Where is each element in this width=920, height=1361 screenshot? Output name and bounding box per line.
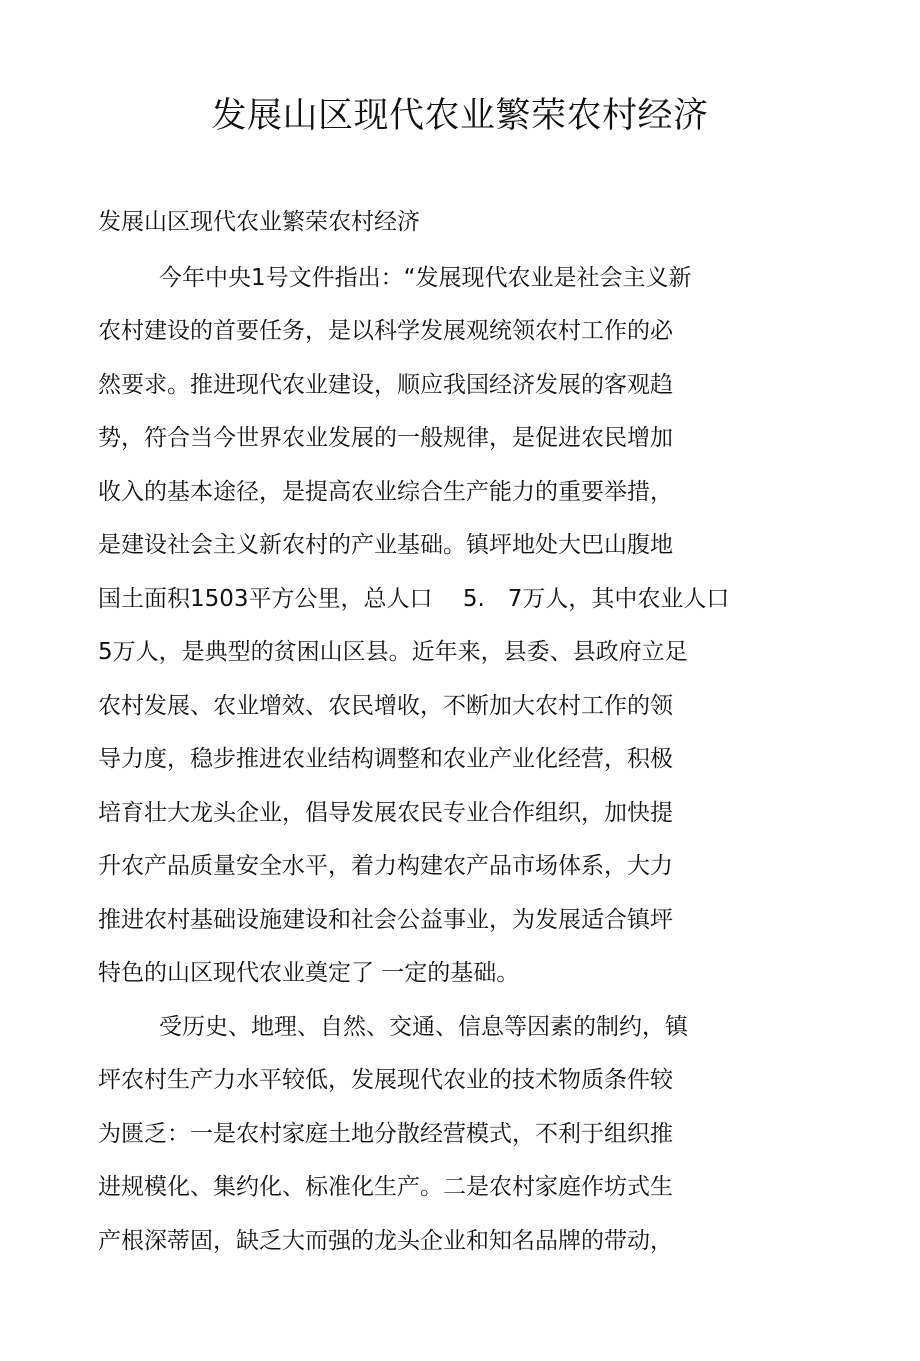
paragraph-line: 农村建设的首要任务，是以科学发展观统领农村工作的必 bbox=[98, 318, 673, 344]
paragraph-line: 产根深蒂固，缺乏大而强的龙头企业和知名品牌的带动， bbox=[98, 1228, 673, 1254]
paragraph-line: 然要求。推进现代农业建设，顺应我国经济发展的客观趋 bbox=[98, 372, 673, 398]
paragraph-line: 国土面积1503平方公里，总人口 5. 7万人，其中农业人口 bbox=[98, 586, 730, 612]
paragraph-line: 坪农村生产力水平较低，发展现代农业的技术物质条件较 bbox=[98, 1067, 673, 1093]
paragraph-line: 进规模化、集约化、标准化生产。二是农村家庭作坊式生 bbox=[98, 1174, 673, 1200]
paragraph-line: 今年中央1号文件指出：“发展现代农业是社会主义新 bbox=[159, 265, 692, 291]
paragraph-line: 导力度，稳步推进农业结构调整和农业产业化经营，积极 bbox=[98, 746, 673, 772]
paragraph-line: 5万人，是典型的贫困山区县。近年来，县委、县政府立足 bbox=[98, 639, 688, 665]
paragraph-line: 为匮乏：一是农村家庭土地分散经营模式，不利于组织推 bbox=[98, 1121, 673, 1147]
document-title: 发展山区现代农业繁荣农村经济 bbox=[211, 96, 709, 136]
paragraph-line: 推进农村基础设施建设和社会公益事业，为发展适合镇坪 bbox=[98, 907, 673, 933]
paragraph-line: 农村发展、农业增效、农民增收，不断加大农村工作的领 bbox=[98, 693, 673, 719]
paragraph-line: 是建设社会主义新农村的产业基础。镇坪地处大巴山腹地 bbox=[98, 532, 673, 558]
document-subtitle: 发展山区现代农业繁荣农村经济 bbox=[98, 209, 420, 235]
paragraph-line: 升农产品质量安全水平，着力构建农产品市场体系，大力 bbox=[98, 853, 673, 879]
paragraph-line: 特色的山区现代农业奠定了 一定的基础。 bbox=[98, 960, 520, 986]
paragraph-line: 培育壮大龙头企业，倡导发展农民专业合作组织，加快提 bbox=[98, 800, 673, 826]
paragraph-line: 受历史、地理、自然、交通、信息等因素的制约，镇 bbox=[159, 1014, 688, 1040]
paragraph-line: 收入的基本途径，是提高农业综合生产能力的重要举措， bbox=[98, 479, 673, 505]
paragraph-line: 势，符合当今世界农业发展的一般规律，是促进农民增加 bbox=[98, 425, 673, 451]
